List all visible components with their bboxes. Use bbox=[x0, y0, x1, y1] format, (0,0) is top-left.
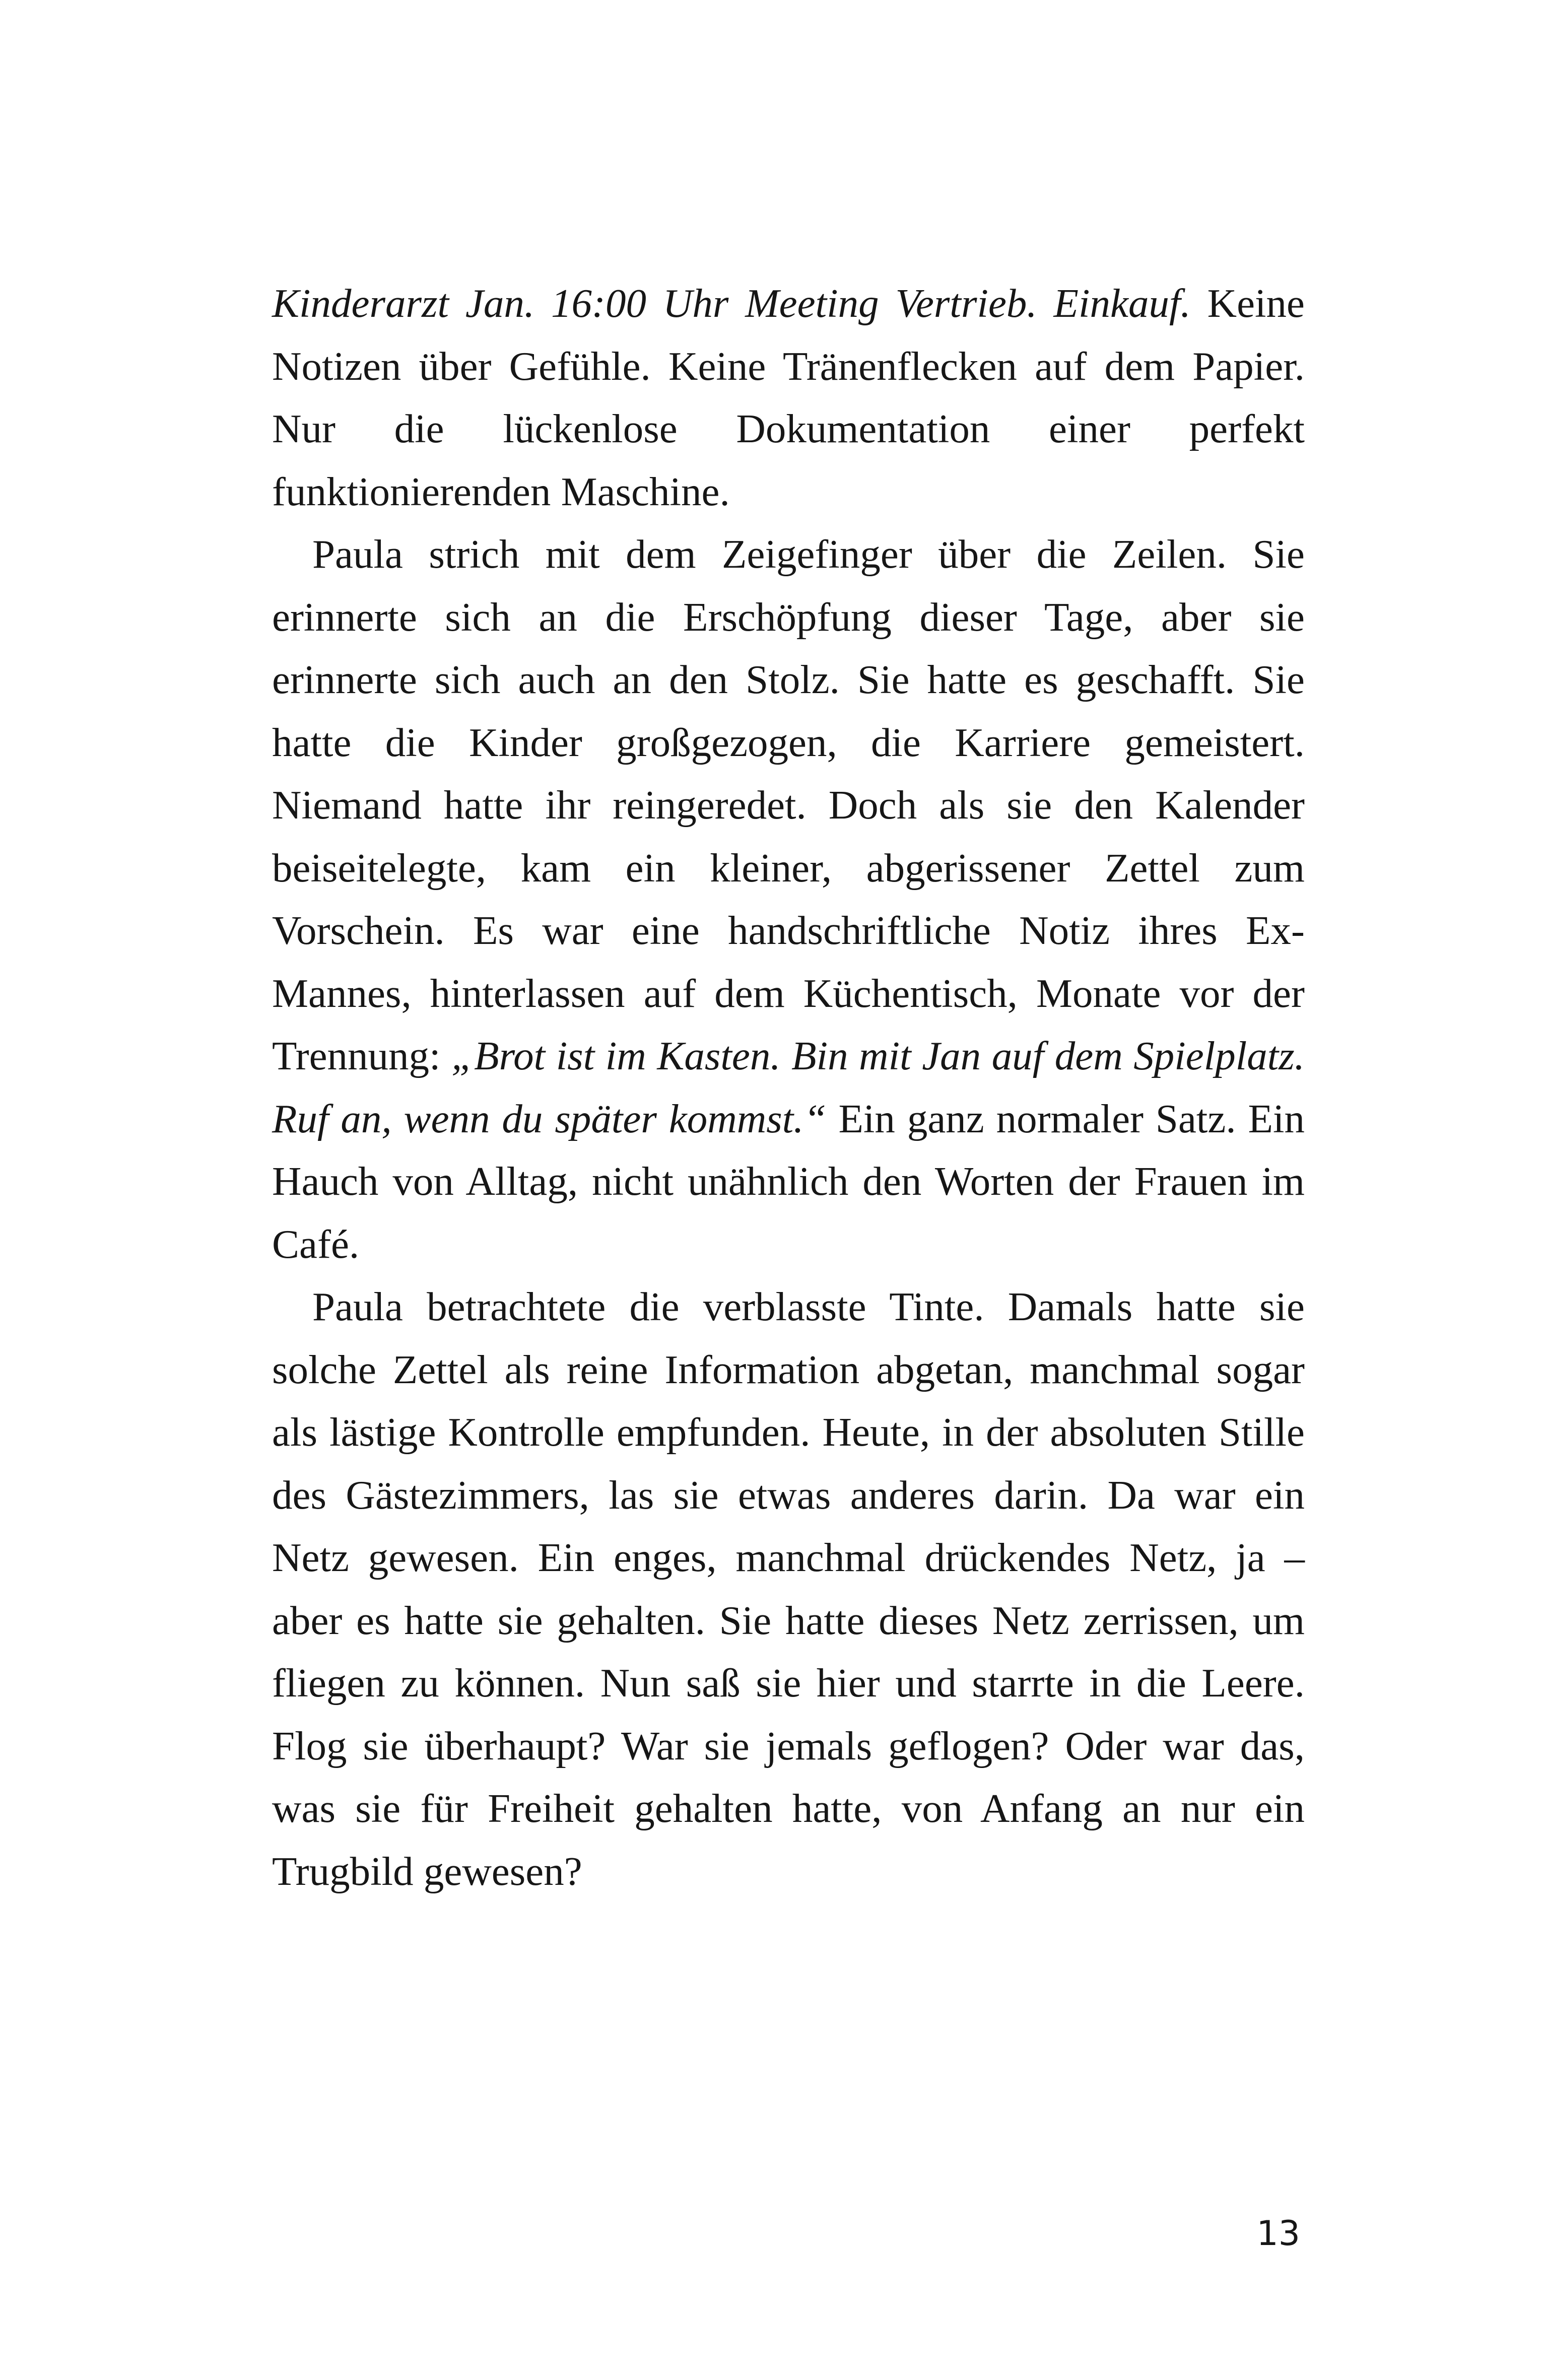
body-text bbox=[272, 272, 1305, 1902]
paragraph-2-text-b: Ein ganz normaler Satz. Ein Hauch von Alltag, nicht unähnlich den Worten der Frauen im Café. bbox=[272, 1096, 1305, 1267]
paragraph-2 bbox=[272, 523, 1305, 1275]
calendar-entries-italic: Kinderarzt Jan. 16:00 Uhr Meeting Vertrieb. Einkauf. bbox=[272, 281, 1191, 326]
paragraph-2-text-a: Paula strich mit dem Zeigefinger über die Zeilen. Sie erinnerte sich an die Erschöpfung dieser Tage, aber sie erinnerte sich auch an den Stolz. Sie hatte es geschafft. Sie hatte die Kinder großgezogen, die Karriere gemeistert. Niemand hatte ihr reingeredet. Doch als sie den Kalender beiseitelegte, kam ein kleiner, abgerissener Zettel zum Vorschein. Es war eine handschriftliche Notiz ihres Ex-Mannes, hinterlassen auf dem Küchentisch, Monate vor der Trennung: bbox=[272, 531, 1305, 1078]
paragraph-1 bbox=[272, 272, 1305, 523]
handwritten-note-quote: „Brot ist im Kasten. Bin mit Jan auf dem Spielplatz. Ruf an, wenn du später kommst.“ bbox=[272, 1033, 1305, 1141]
paragraph-3 bbox=[272, 1275, 1305, 1902]
paragraph-1-text: Keine Notizen über Gefühle. Keine Tränenflecken auf dem Papier. Nur die lückenlose Dokumentation einer perfekt funktionierenden Maschine. bbox=[272, 281, 1305, 514]
page-number: 13 bbox=[1256, 2214, 1300, 2254]
paragraph-3-text: Paula betrachtete die verblasste Tinte. Damals hatte sie solche Zettel als reine Information abgetan, manchmal sogar als lästige Kontrolle empfunden. Heute, in der absoluten Stille des Gästezimmers, las sie etwas anderes darin. Da war ein Netz gewesen. Ein enges, manchmal drückendes Netz, ja – aber es hatte sie gehalten. Sie hatte dieses Netz zerrissen, um fliegen zu können. Nun saß sie hier und starrte in die Leere. Flog sie überhaupt? War sie jemals geflogen? Oder war das, was sie für Freiheit gehalten hatte, von Anfang an nur ein Trugbild gewesen? bbox=[272, 1284, 1305, 1894]
